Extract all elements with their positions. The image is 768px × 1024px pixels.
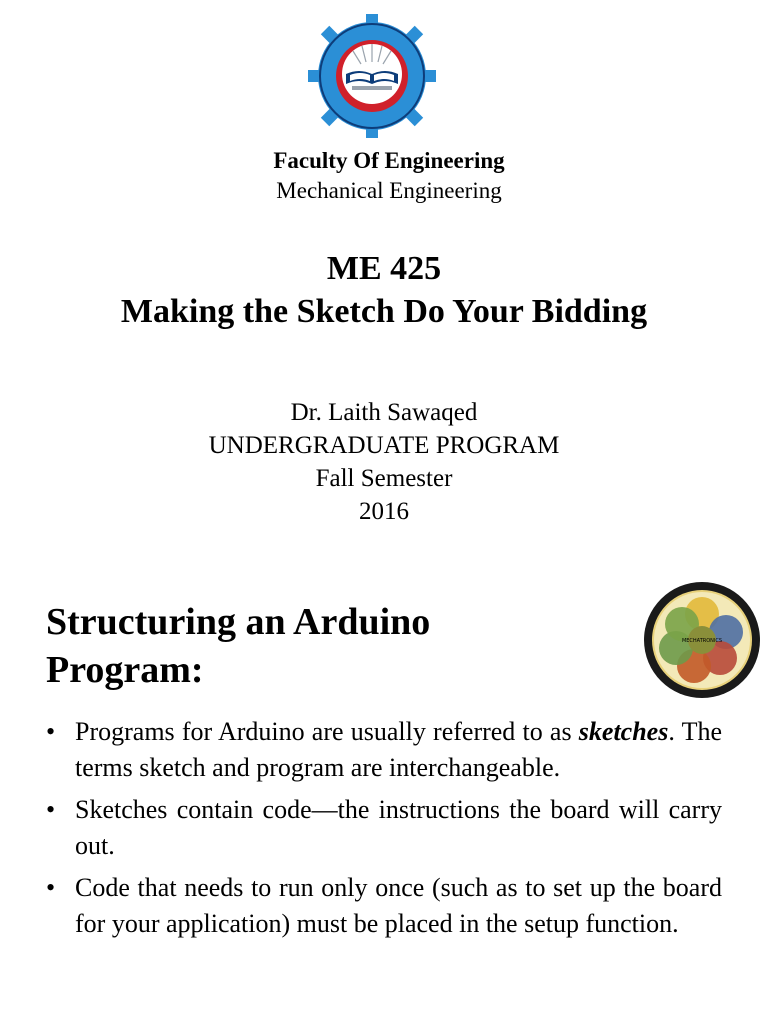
program-name: UNDERGRADUATE PROGRAM [208,432,560,459]
course-title: Making the Sketch Do Your Bidding [120,293,648,330]
bullet-item [46,714,722,786]
semester: Fall Semester [315,465,453,492]
bullet-list [46,714,722,948]
bullet-text-before: Programs for Arduino are usually referred to as [75,717,579,746]
section-heading-line-1: Structuring an Arduino [46,601,431,643]
section-heading [46,598,606,694]
course-code: ME 425 [326,250,442,287]
university-logo [306,12,438,140]
year: 2016 [359,498,409,525]
bullet-text-after: . The terms sketch and program are interchangeable. [75,717,722,782]
bullet-item: • Code that needs to run only once (such as to set up the board for your application) must be placed in the setup function. [46,870,722,942]
bullet-item: • Sketches contain code—the instructions the board will carry out. [46,792,722,864]
mechatronics-logo [642,580,762,700]
course-info [0,396,768,528]
course-title-block [0,247,768,333]
mechatronics-center-label: MECHATRONICS [681,638,723,644]
section-heading-line-2: Program: [46,649,204,691]
bullet-emphasis: sketches [578,717,669,746]
faculty-header [0,146,768,206]
department-name: Mechanical Engineering [276,178,502,203]
faculty-name: Faculty Of Engineering [273,148,505,173]
instructor-name: Dr. Laith Sawaqed [290,399,478,426]
